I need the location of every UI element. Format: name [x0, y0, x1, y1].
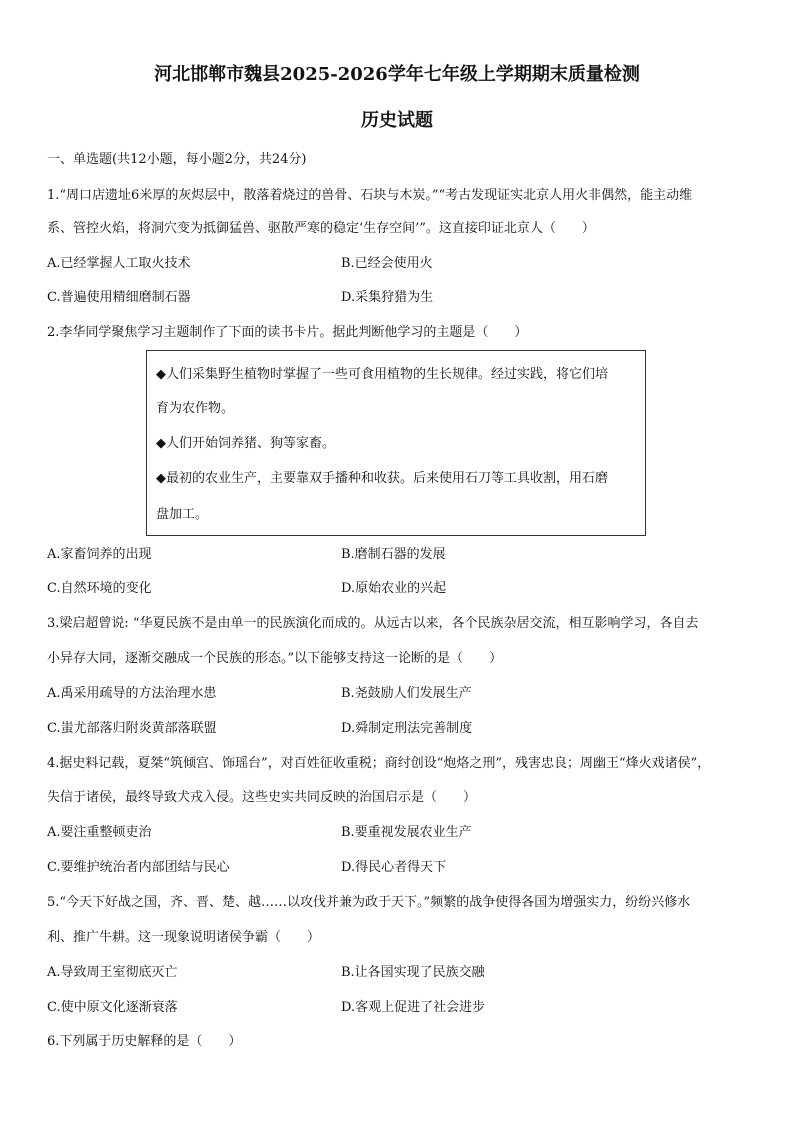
q2-option-a: A.家畜饲养的出现 [47, 547, 152, 562]
q1-option-a: A.已经掌握人工取火技术 [47, 256, 191, 271]
q1-stem-line-2: 系、管控火焰，将洞穴变为抵御猛兽、驱散严寒的稳定‘生存空间’”。这直接印证北京人（ ） [47, 221, 595, 236]
q3-stem-line-2: 小异存大同，逐渐交融成一个民族的形态。”以下能够支持这一论断的是（ ） [47, 651, 503, 666]
card-line-5: 盘加工。 [156, 507, 209, 522]
exam-title: 河北邯郸市魏县2025-2026学年七年级上学期期末质量检测 [154, 64, 640, 85]
exam-subtitle: 历史试题 [361, 110, 433, 131]
q3-stem-line-1: 3.梁启超曾说: “华夏民族不是由单一的民族演化而成的。从远古以来，各个民族杂居交流，相互影响学习，各自去 [47, 616, 699, 631]
card-line-4: ◆最初的农业生产，主要靠双手播种和收获。后来使用石刀等工具收割，用石磨 [156, 471, 608, 486]
q2-option-b: B.磨制石器的发展 [341, 547, 446, 562]
q5-stem-line-1: 5.“今天下好战之国，齐、晋、楚、越……以攻伐并兼为政于天下。”频繁的战争使得各国为增强实力，纷纷兴修水 [47, 895, 691, 910]
q4-option-c: C.要维护统治者内部团结与民心 [47, 860, 230, 875]
q4-stem-line-2: 失信于诸侯，最终导致犬戎入侵。这些史实共同反映的治国启示是（ ） [47, 790, 477, 805]
q5-option-d: D.客观上促进了社会进步 [341, 1000, 486, 1015]
q5-option-a: A.导致周王室彻底灭亡 [47, 965, 178, 980]
card-line-2: 育为农作物。 [156, 401, 235, 416]
q3-option-c: C.蚩尤部落归附炎黄部落联盟 [47, 721, 217, 736]
card-line-1: ◆人们采集野生植物时掌握了一些可食用植物的生长规律。经过实践，将它们培 [156, 367, 608, 382]
q4-option-b: B.要重视发展农业生产 [341, 825, 472, 840]
q2-option-c: C.自然环境的变化 [47, 581, 152, 596]
q5-option-b: B.让各国实现了民族交融 [341, 965, 485, 980]
q2-stem-line-1: 2.李华同学聚焦学习主题制作了下面的读书卡片。据此判断他学习的主题是（ ） [47, 325, 528, 340]
q4-stem-line-1: 4.据史料记载，夏桀“筑倾宫、饰瑶台”，对百姓征收重税；商纣创设“炮烙之刑”，残害忠良；周幽王“烽火戏诸侯”， [47, 756, 711, 771]
q4-option-d: D.得民心者得天下 [341, 860, 447, 875]
q6-stem-line-1: 6.下列属于历史解释的是（ ） [47, 1034, 242, 1049]
q5-option-c: C.使中原文化逐渐衰落 [47, 1000, 178, 1015]
card-line-3: ◆人们开始饲养猪、狗等家畜。 [156, 436, 335, 451]
q4-option-a: A.要注重整顿吏治 [47, 825, 152, 840]
q3-option-b: B.尧鼓励人们发展生产 [341, 686, 472, 701]
q2-option-d: D.原始农业的兴起 [341, 581, 447, 596]
q1-option-c: C.普遍使用精细磨制石器 [47, 290, 191, 305]
q1-option-b: B.已经会使用火 [341, 256, 433, 271]
section-heading: 一、单选题(共12小题，每小题2分，共24分) [47, 152, 307, 167]
q1-stem-line-1: 1.“周口店遗址6米厚的灰烬层中，散落着烧过的兽骨、石块与木炭。”“考古发现证实北京人用火非偶然，能主动维 [47, 188, 693, 203]
q3-option-a: A.禹采用疏导的方法治理水患 [47, 686, 217, 701]
q5-stem-line-2: 利、推广牛耕。这一现象说明诸侯争霸（ ） [47, 930, 321, 945]
q3-option-d: D.舜制定刑法完善制度 [341, 721, 473, 736]
q1-option-d: D.采集狩猎为生 [341, 290, 434, 305]
